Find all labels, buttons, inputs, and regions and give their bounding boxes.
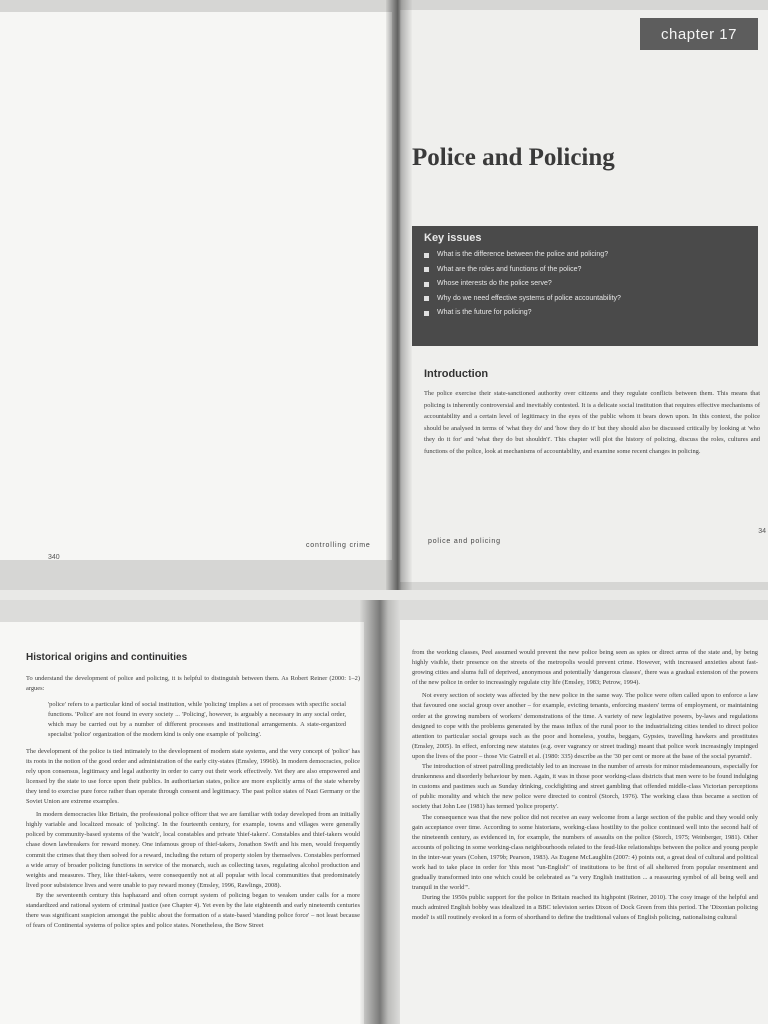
key-issue-item: Whose interests do the police serve? [424,277,746,292]
key-issue-item: What is the difference between the police and policing? [424,248,746,263]
right-page-343 [400,620,768,1024]
square-bullet-icon [424,296,429,301]
square-bullet-icon [424,267,429,272]
left-page-342 [0,622,364,1024]
paragraph: The development of the police is tied intimately to the development of modern state systems, and the very concept of 'police' has its roots in the notion of the good order and administration of the early city-states (Emsley, 1996b). In modern democracies, police rely upon consensus, legitimacy and legal authority in order to carry out their work effectively. Yet they are also empowered and licensed by the state to use force upon their publics. In authoritarian states, police are more explicitly arms of the state whereby they tend to exercise pure force rather than operate through consent and legitimacy. The past police states of Nazi Germany or the Soviet Union are extreme examples. [26,747,360,806]
key-issues-title: Key issues [424,232,482,244]
right-column-text [412,648,758,924]
introduction-text: The police exercise their state-sanctioned authority over citizens and they regulate conflicts between them. This means that policing is inherently controversial and inevitably contested. It is a delicate social institution that requires effective mechanisms of accountability and a certain level of legitimacy in the eyes of the public whom it bears down upon. In this context, the police should be analysed in terms of 'what they do' and 'how they do it' but they should also be discussed critically by looking at 'who they do it for' and 'what they do but shouldn't'. This chapter will plot the history of policing, discuss the roles, cultures and functions of the police, look at mechanisms of accountability, and examine some recent changes in policing. [424,390,760,455]
key-issue-item: What is the future for policing? [424,306,746,321]
left-column-text [26,674,360,931]
page-number-right: 34 [758,528,766,535]
square-bullet-icon [424,253,429,258]
left-page-340 [0,12,392,560]
left-running-head: controlling crime [306,542,371,549]
chapter-label: chapter 17 [640,18,758,50]
square-bullet-icon [424,282,429,287]
bottom-spread [0,600,768,1024]
paragraph: from the working classes, Peel assumed would prevent the new police being seen as spies or direct arms of the state and, by being highly visible, their presence on the streets of the metropolis would prevent crime. However, with increased anxieties about fast-growing cities and slums full of deprived, anonymous and potentially 'dangerous classes', there was a gradual extension of the powers of the new police in order to increasingly regulate city life (Emsley, 1983; Petrow, 1994). [412,649,758,687]
square-bullet-icon [424,311,429,316]
book-gutter [360,600,400,1024]
book-gutter [386,0,412,590]
paragraph: The introduction of street patrolling predictably led to an increase in the number of arrests for minor misdemeanours, especially for drunkenness and disorderly behaviour by men. Again, it was in those poor working-class districts that men were to be found indulging in customs and pastimes such as Sunday drinking, cockfighting and street gambling that offended middle-class Victorian perceptions of public morality and which the new police were directed to control (Storch, 1976). The working class thus became a section of society that John Lee (1981) has termed 'police property'. [412,763,758,811]
paragraph: Not every section of society was affected by the new police in the same way. The police were often called upon to enforce a law that favoured one social group over another – for example, evicting tenants, enforcing masters' terms of employment, or maintaining order at the growing numbers of workers' demonstrations of the time. A variety of new legislative powers, by-laws and regulations designed to cope with the problems generated by the mass influx of the rural poor to the industrializing cities tended to direct police attention to particular social groups such as the poor and homeless, youths, beggars, Gypsies, travelling hawkers and prostitutes (Emsley, 2005). In effect, enforcing new statutes (e.g. over vagrancy or street trading) meant that police work increasingly impinged upon the lives of the poor – those Vic Gatrell et al. (1980: 335) describe as the '30 per cent or more at the base of the social pyramid'. [412,692,758,760]
page-number-left: 340 [48,554,60,560]
introduction-heading: Introduction [424,368,489,380]
paragraph: By the seventeenth century this haphazard and often corrupt system of policing began to weaken under calls for a more standardized and rational system of criminal justice (see Chapter 4). Yet even by the late eighteenth and early nineteenth centuries there was significant suspicion amongst the public about the formation of a state-based 'standing police force' – not least because of fears of Continental systems of police spies and police states. Nonetheless, the Bow Street [26,891,360,930]
key-issue-item: What are the roles and functions of the police? [424,263,746,278]
paragraph: The consequence was that the new police did not receive an easy welcome from a large section of the public and they would only gain acceptance over time. According to some historians, working-class hostility to the police continued well into the second half of the nineteenth century, as evidenced in, for example, the numbers of assaults on the police (Storch, 1975; Weinberger, 1981). Other accounts of policing in some working-class neighbourhoods related to the feud-like relationships between the police and young people in the inter-war years (Cohen, 1979b; Pearson, 1983). As Eugene McLaughlin (2007: 4) points out, a great deal of cultural and political work had to take place in order for 'this most "un-English" of institutions to be first of all sheltered from popular resentment and gradually transformed into one which could be celebrated as "a very English institution ... a reassuring symbol of all being well and tranquil in the world"'. [412,813,758,892]
key-issues-box [412,226,758,346]
paragraph: During the 1950s public support for the police in Britain reached its highpoint (Reiner, 2010). The cosy image of the helpful and much admired English bobby was idealized in a BBC television series Dixon of Dock Green from this period. The 'Dixonian policing model' is still routinely evoked in a form of shorthand to define the traditional values of English policing, nationalising cultural [412,894,758,922]
key-issue-item: Why do we need effective systems of police accountability? [424,292,746,307]
right-running-head: police and policing [428,538,501,545]
paragraph: In modern democracies like Britain, the professional police officer that we are familiar with today developed from an initially highly variable and localized mosaic of 'policing'. In the fourteenth century, for example, towns and villages were generally policed by community-based systems of the 'watch', local constables and private 'thief-takers'. Constables and thief-takers would chase down lawbreakers for reward money. One infamous group of thief-takers, Jonathon Swift and his men, would frequently commit the crimes that they then solved for a reward, including the return of property stolen by themselves. Constables performed a wide array of broader policing functions in service of the monarch, such as collecting taxes, regulating alcohol production and weights and measures. They, like thief-takers, were consequently not at all popular with local communities that predominately lived poor subsistence lives and were unable to pay reward money (Emsley, 1996, Rawlings, 2008). [26,811,360,889]
right-page-341 [400,10,768,582]
block-quote: 'police' refers to a particular kind of social institution, while 'policing' implies a set of processes with specific social functions. 'Police' are not found in every society ... 'Policing', however, is arguably a necessary in any social order, which may be carried out by a number of different processes and institutional arrangements. A state-organized specialist 'police' organization of the modern kind is only one example of 'policing'. [48,701,346,739]
key-issues-list [412,248,758,321]
chapter-title: Police and Policing [412,144,615,171]
paragraph: To understand the development of police and policing, it is helpful to distinguish between them. As Robert Reiner (2000: 1–2) argues: [26,675,360,693]
section-heading: Historical origins and continuities [26,652,188,663]
